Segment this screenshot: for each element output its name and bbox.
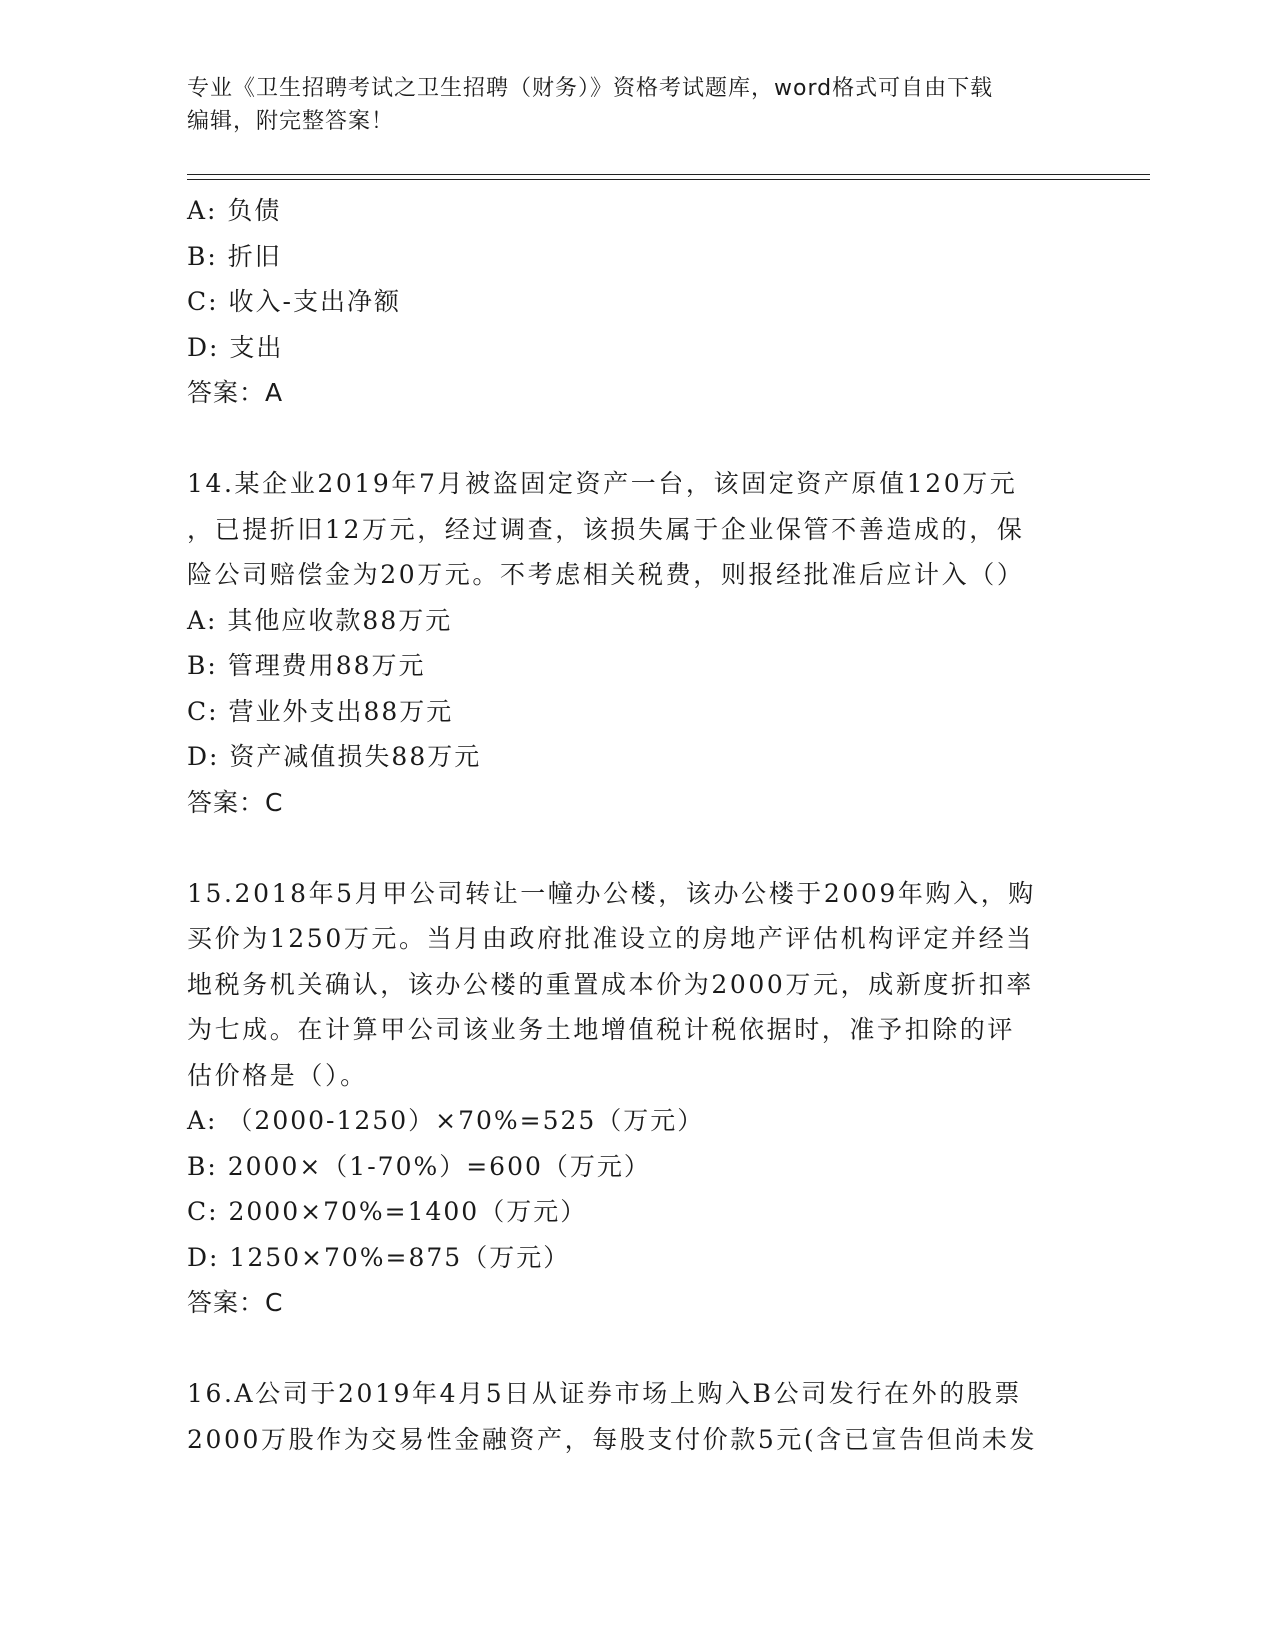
answer: 答案：A	[187, 378, 284, 407]
question-stem	[187, 871, 1087, 1099]
option-a: A: 其他应收款88万元	[187, 605, 453, 635]
option-a: A: 负债	[187, 196, 282, 225]
spacer	[187, 416, 1087, 462]
stem-line: 2000万股作为交易性金融资产，每股支付价款5元(含已宣告但尚未发	[187, 1424, 1038, 1454]
spacer	[187, 825, 1087, 871]
option-a: A: （2000-1250）×70%=525（万元）	[187, 1106, 705, 1135]
option-d: D: 1250×70%=875（万元）	[187, 1242, 571, 1272]
option-b: B: 折旧	[187, 241, 282, 271]
header-line-2: 编辑，附完整答案！	[187, 109, 395, 134]
question-stem	[187, 461, 1087, 598]
stem-line: 险公司赔偿金为20万元。不考虑相关税费，则报经批准后应计入（）	[187, 560, 1025, 589]
question-15	[187, 871, 1087, 1326]
option-c: C: 2000×70%=1400（万元）	[187, 1197, 588, 1226]
stem-line: ，已提折旧12万元，经过调查，该损失属于企业保管不善造成的，保	[187, 514, 1025, 544]
answer: 答案：C	[187, 787, 284, 817]
option-d: D: 支出	[187, 332, 284, 362]
stem-line: 15.2018年5月甲公司转让一幢办公楼，该办公楼于2009年购入，购	[187, 878, 1036, 908]
option-c: C: 收入-支出净额	[187, 287, 401, 316]
question-14	[187, 461, 1087, 825]
option-b: B: 2000×（1-70%）=600（万元）	[187, 1151, 651, 1181]
option-b: B: 管理费用88万元	[187, 651, 426, 680]
answer: 答案：C	[187, 1288, 284, 1317]
question-stem	[187, 1371, 1087, 1462]
stem-line: 为七成。在计算甲公司该业务土地增值税计税依据时，准予扣除的评	[187, 1015, 1016, 1044]
stem-line: 14.某企业2019年7月被盗固定资产一台，该固定资产原值120万元	[187, 469, 1018, 498]
header-line-1: 专业《卫生招聘考试之卫生招聘（财务）》资格考试题库，word格式可自由下载	[187, 76, 994, 101]
option-c: C: 营业外支出88万元	[187, 696, 454, 726]
stem-line: 16.A公司于2019年4月5日从证券市场上购入B公司发行在外的股票	[187, 1379, 1023, 1408]
header-divider	[187, 174, 1150, 180]
question-list	[187, 188, 1087, 1462]
question-16	[187, 1371, 1087, 1462]
document-header	[187, 72, 1087, 138]
stem-line: 估价格是（）。	[187, 1060, 368, 1090]
stem-line: 买价为1250万元。当月由政府批准设立的房地产评估机构评定并经当	[187, 924, 1034, 953]
spacer	[187, 1326, 1087, 1372]
question-13	[187, 188, 1087, 416]
stem-line: 地税务机关确认，该办公楼的重置成本价为2000万元，成新度折扣率	[187, 969, 1034, 999]
option-d: D: 资产减值损失88万元	[187, 742, 482, 771]
